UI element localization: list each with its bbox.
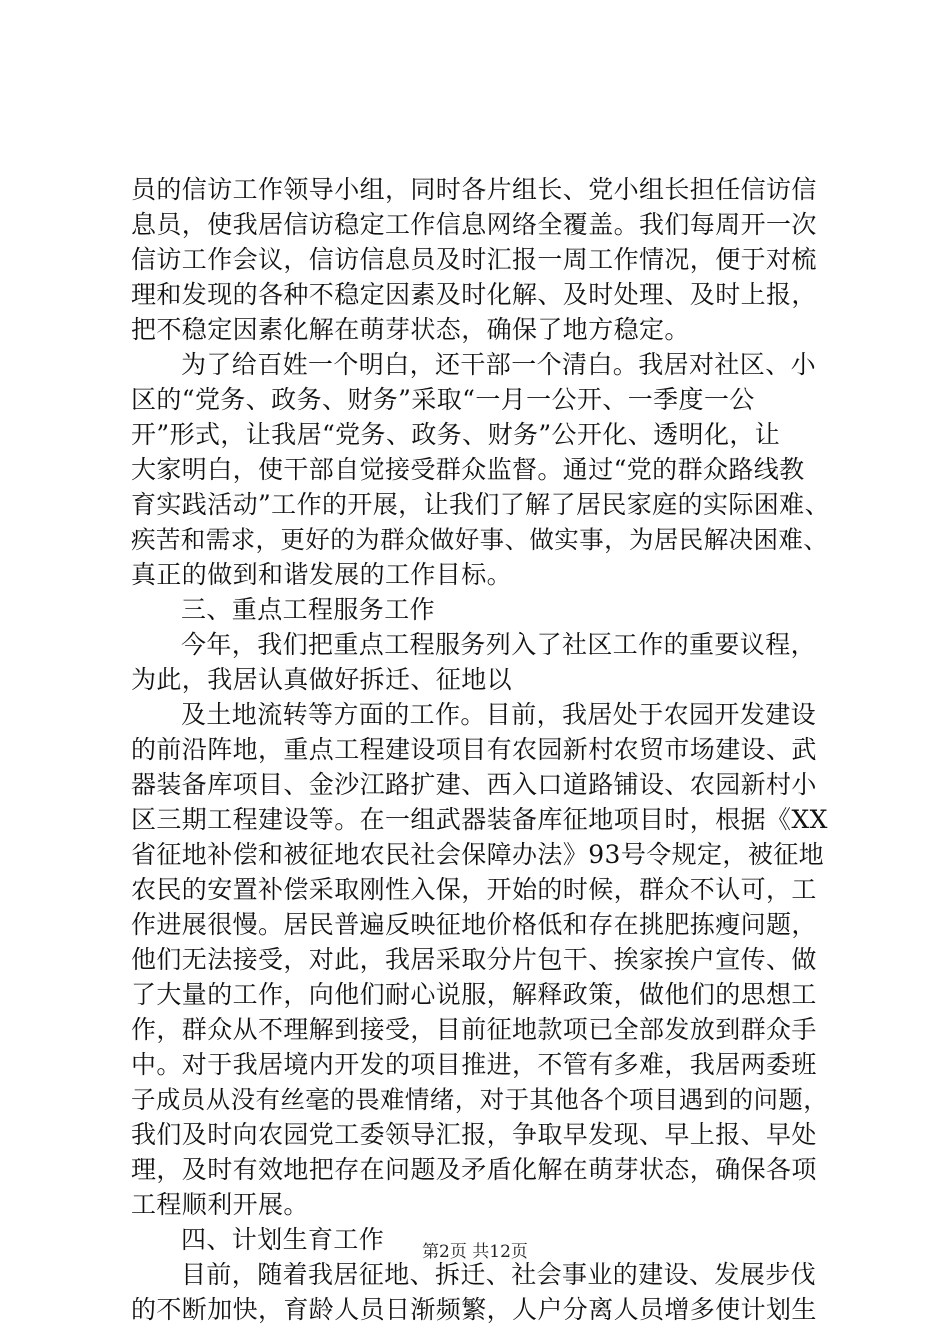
text-line: 疾苦和需求，更好的为群众做好事、做实事，为居民解决困难、 [131, 525, 829, 554]
text-line: 息员，使我居信访稳定工作信息网络全覆盖。我们每周开一次 [131, 210, 817, 239]
text-line: 为此，我居认真做好拆迁、征地以 [131, 665, 513, 694]
page-footer: 第2页 共12页 [422, 1242, 528, 1262]
text-line: 四、计划生育工作 [181, 1225, 385, 1254]
text-line: 器装备库项目、金沙江路扩建、西入口道路铺设、农园新村小 [131, 770, 817, 799]
text-line: 育实践活动”工作的开展，让我们了解了居民家庭的实际困难、 [131, 490, 830, 519]
text-line: 信访工作会议，信访信息员及时汇报一周工作情况，便于对梳 [131, 245, 817, 274]
text-line: 我们及时向农园党工委领导汇报，争取早发现、早上报、早处 [131, 1120, 817, 1149]
text-line: 的前沿阵地，重点工程建设项目有农园新村农贸市场建设、武 [131, 735, 817, 764]
text-line: 区三期工程建设等。在一组武器装备库征地项目时，根据《XX [131, 805, 828, 834]
text-line: 目前，随着我居征地、拆迁、社会事业的建设、发展步伐 [181, 1260, 817, 1289]
text-line: 中。对于我居境内开发的项目推进，不管有多难，我居两委班 [131, 1050, 817, 1079]
text-line: 子成员从没有丝毫的畏难情绪，对于其他各个项目遇到的问题， [131, 1085, 829, 1114]
text-line: 开”形式，让我居“党务、政务、财务”公开化、透明化，让 [131, 420, 781, 449]
text-line: 的不断加快，育龄人员日渐频繁，人户分离人员增多使计划生 [131, 1295, 817, 1324]
text-line: 理和发现的各种不稳定因素及时化解、及时处理、及时上报， [131, 280, 817, 309]
text-line: 及土地流转等方面的工作。目前，我居处于农园开发建设 [181, 700, 817, 729]
text-line: 把不稳定因素化解在萌芽状态，确保了地方稳定。 [131, 315, 690, 344]
text-line: 农民的安置补偿采取刚性入保，开始的时候，群众不认可，工 [131, 875, 817, 904]
text-line: 员的信访工作领导小组，同时各片组长、党小组长担任信访信 [131, 175, 817, 204]
text-line: 工程顺利开展。 [131, 1190, 309, 1219]
document-body [131, 172, 831, 1327]
text-line: 作进展很慢。居民普遍反映征地价格低和存在挑肥拣瘦问题， [131, 910, 817, 939]
text-line: 了大量的工作，向他们耐心说服，解释政策，做他们的思想工 [131, 980, 817, 1009]
text-line: 大家明白，使干部自觉接受群众监督。通过“党的群众路线教 [131, 455, 805, 484]
text-line: 三、重点工程服务工作 [181, 595, 436, 624]
text-line: 为了给百姓一个明白，还干部一个清白。我居对社区、小 [181, 350, 817, 379]
text-line: 真正的做到和谐发展的工作目标。 [131, 560, 513, 589]
text-line: 今年，我们把重点工程服务列入了社区工作的重要议程， [181, 630, 817, 659]
text-line: 理，及时有效地把存在问题及矛盾化解在萌芽状态，确保各项 [131, 1155, 817, 1184]
text-line: 区的“党务、政务、财务”采取“一月一公开、一季度一公 [131, 385, 755, 414]
text-line: 他们无法接受，对此，我居采取分片包干、挨家挨户宣传、做 [131, 945, 817, 974]
text-line: 作，群众从不理解到接受，目前征地款项已全部发放到群众手 [131, 1015, 817, 1044]
text-line: 省征地补偿和被征地农民社会保障办法》93号令规定，被征地 [131, 840, 825, 869]
